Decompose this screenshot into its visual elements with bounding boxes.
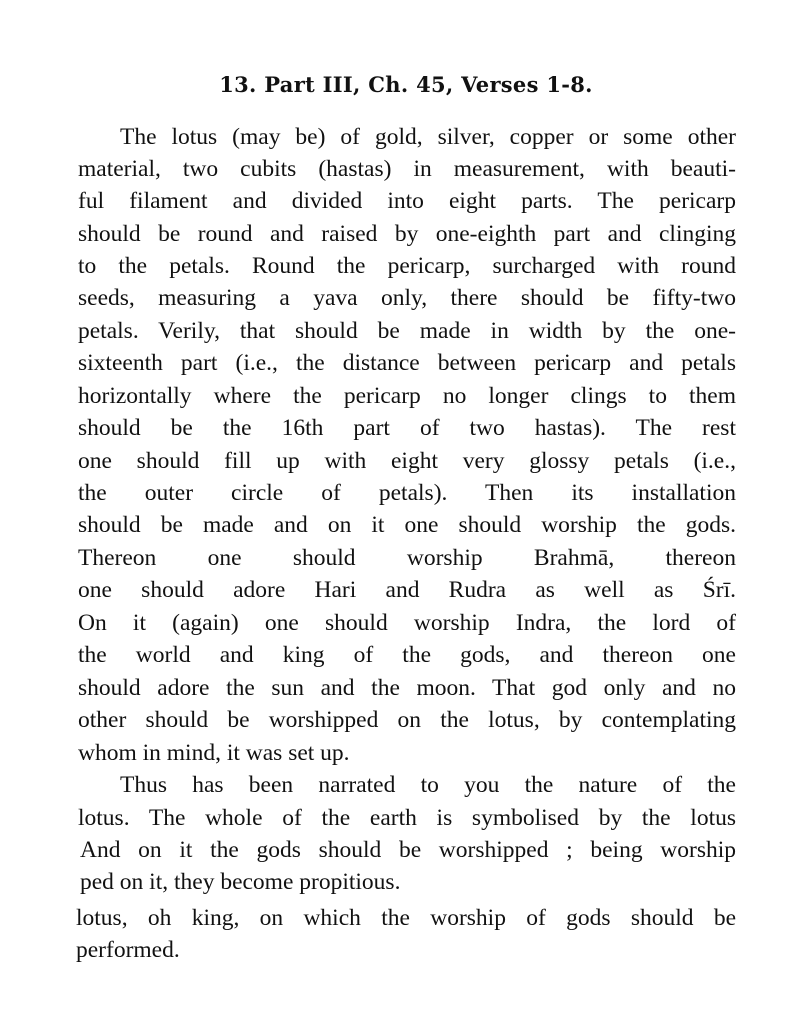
text-line: horizontally where the pericarp no longer clings to them: [78, 383, 736, 409]
text-line: petals. Verily, that should be made in width by the one-: [78, 318, 736, 344]
text-line: should be round and raised by one-eighth part and clinging: [78, 221, 736, 247]
text-line: other should be worshipped on the lotus, by contemplating: [78, 707, 736, 733]
text-line: lotus, oh king, on which the worship of gods should be: [76, 905, 736, 931]
text-line: The lotus (may be) of gold, silver, copper or some other: [120, 124, 736, 150]
text-line: should adore the sun and the moon. That god only and no: [78, 675, 736, 701]
text-line: performed.: [76, 937, 180, 963]
text-line: should be the 16th part of two hastas). The rest: [78, 415, 736, 441]
text-line: one should adore Hari and Rudra as well as Śrī.: [78, 577, 736, 603]
text-line: ful filament and divided into eight parts. The pericarp: [78, 188, 736, 214]
text-line: one should fill up with eight very glossy petals (i.e.,: [78, 448, 736, 474]
text-line: lotus. The whole of the earth is symbolised by the lotus: [78, 805, 736, 831]
text-line: ped on it, they become propitious.: [80, 869, 401, 895]
text-line: the outer circle of petals). Then its installation: [78, 480, 736, 506]
text-line: whom in mind, it was set up.: [78, 740, 350, 766]
text-line: should be made and on it one should worship the gods.: [78, 512, 736, 538]
text-line: the world and king of the gods, and thereon one: [78, 642, 736, 668]
text-line: sixteenth part (i.e., the distance between pericarp and petals: [78, 350, 736, 376]
text-line: Thus has been narrated to you the nature of the: [120, 772, 736, 798]
section-heading: 13. Part III, Ch. 45, Verses 1-8.: [219, 72, 593, 97]
text-line: And on it the gods should be worshipped ; being worship: [80, 837, 736, 863]
text-line: On it (again) one should worship Indra, the lord of: [78, 610, 736, 636]
text-line: Thereon one should worship Brahmā, thereon: [78, 545, 736, 571]
text-line: to the petals. Round the pericarp, surcharged with round: [78, 253, 736, 279]
text-line: material, two cubits (hastas) in measurement, with beauti-: [78, 156, 736, 182]
text-line: seeds, measuring a yava only, there should be fifty-two: [78, 285, 736, 311]
